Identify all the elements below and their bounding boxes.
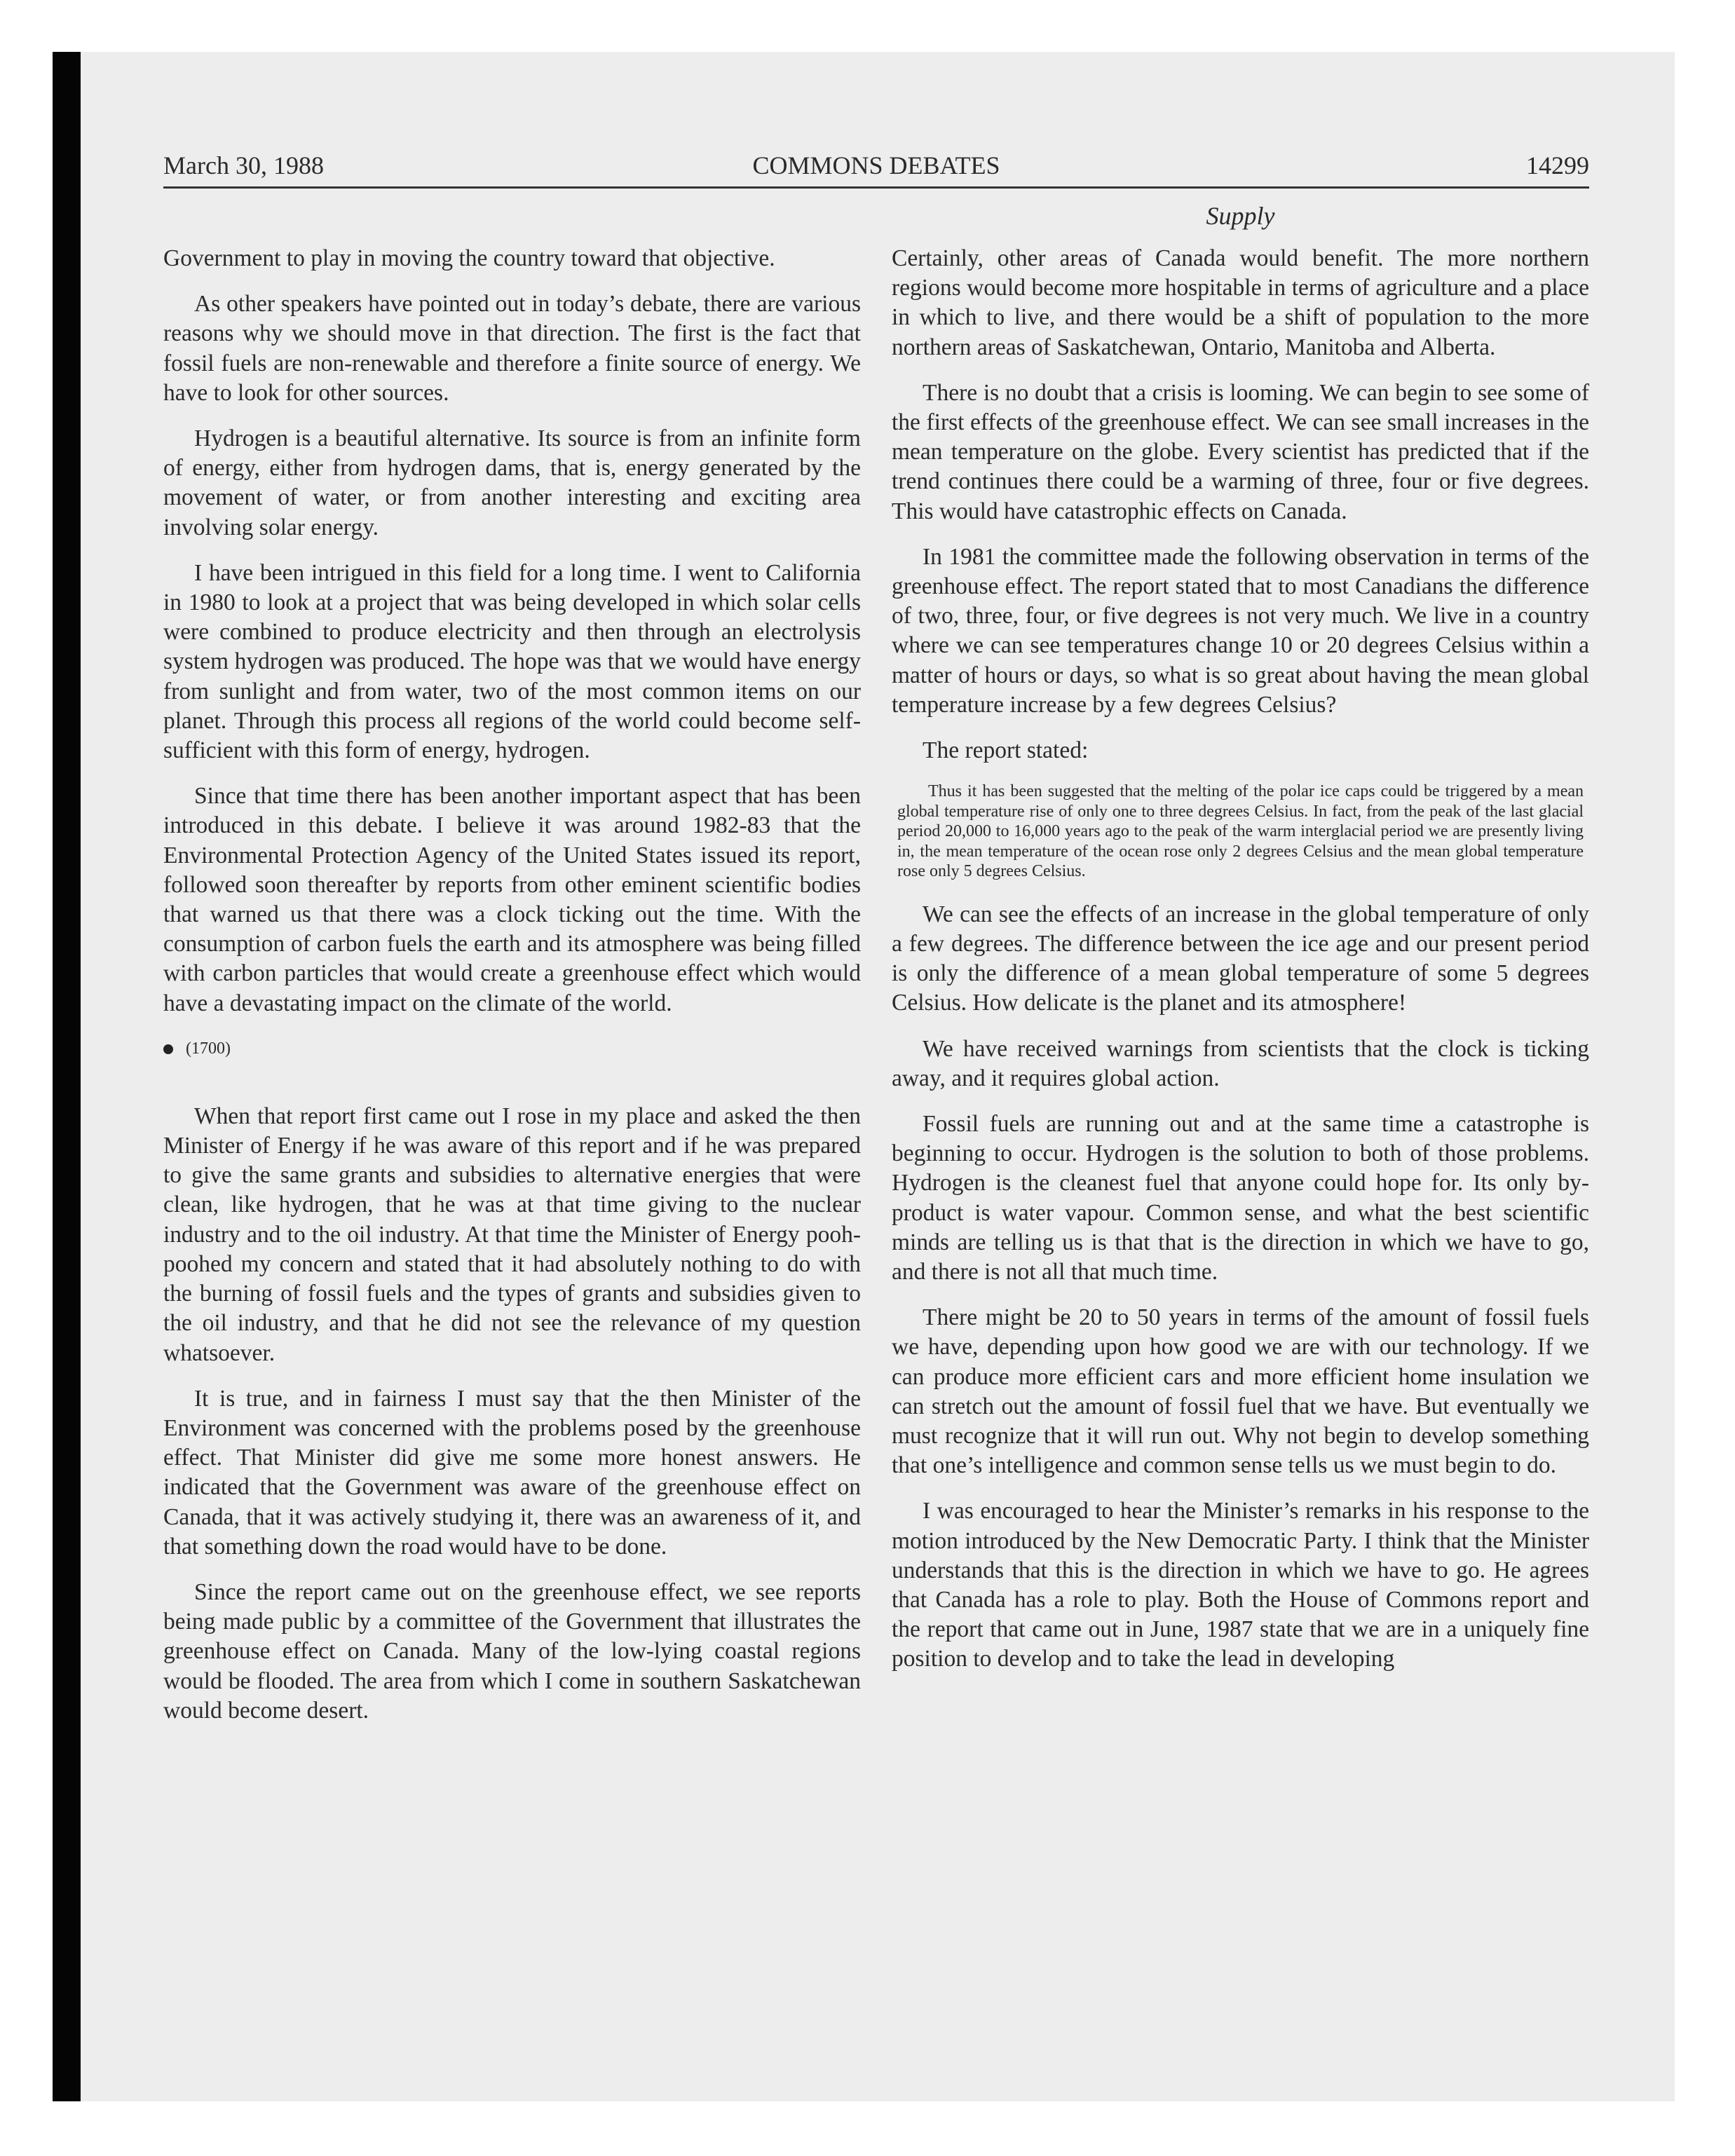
header-page-number: 14299 xyxy=(1526,151,1589,179)
paragraph: The report stated: xyxy=(923,737,1089,764)
paragraph: I was encouraged to hear the Minister’s remarks in his response to the motion introduced by the New Democratic Party. I think that the Minister understands that this is the direction in which we have to go. He agrees that Canada has a role to play. Both the House of Commons report and the report that came out in June, 1987 state that we are in a uniquely fine position to develop and to take the lead in developing xyxy=(892,1498,1589,1672)
paragraph: Government to play in moving the country toward that objective. xyxy=(163,245,775,271)
section-heading: Supply xyxy=(1206,202,1275,230)
paragraph: When that report first came out I rose in my place and asked the then Minister of Energy if he was aware of this report and if he was prepared to give the same grants and subsidies to alternative energies that were clean, like hydrogen, that he was at that time giving to the nuclear industry and to the oil industry. At that time the Minister of Energy pooh-poohed my concern and stated that it had absolutely nothing to do with the burning of fossil fuels and the types of grants and subsidies given to the oil industry, and that he did not see the relevance of my question whatsoever. xyxy=(163,1103,861,1366)
paragraph: Fossil fuels are running out and at the same time a catastrophe is beginning to occur. Hydrogen is the solution to both of those problems. Hydrogen is the cleanest fuel that anyone could hope for. Its only by-product is water vapour. Common sense, and what the best scientific minds are telling us is that that is the direction in which we have to go, and there is not all that much time. xyxy=(892,1110,1589,1285)
paragraph: We can see the effects of an increase in the global temperature of only a few degrees. The difference between the ice age and our present period is only the difference of a mean global temperature of some 5 degrees Celsius. How delicate is the planet and its atmosphere! xyxy=(892,901,1589,1016)
paragraph: Hydrogen is a beautiful alternative. Its source is from an infinite form of energy, either from hydrogen dams, that is, energy generated by the movement of water, or from another interesting and exciting area involving solar energy. xyxy=(163,425,861,540)
time-marker-text: (1700) xyxy=(186,1039,231,1058)
paragraph: Since the report came out on the greenhouse effect, we see reports being made public by a committee of the Government that illustrates the greenhouse effect on Canada. Many of the low-lying coastal regions would be flooded. The area from which I come in southern Saskatchewan would become desert. xyxy=(163,1578,861,1724)
paragraph: It is true, and in fairness I must say that the then Minister of the Environment was concerned with the problems posed by the greenhouse effect. That Minister did give me some more honest answers. He indicated that the Government was aware of the greenhouse effect on Canada, that it was actively studying it, there was an awareness of it, and that something down the road would have to be done. xyxy=(163,1385,861,1560)
paragraph: Since that time there has been another important aspect that has been introduced in this debate. I believe it was around 1982-83 that the Environmental Protection Agency of the United States issued its report, followed soon thereafter by reports from other eminent scientific bodies that warned us that there was a clock ticking out the time. With the consumption of carbon fuels the earth and its atmosphere was being filled with carbon particles that would create a greenhouse effect which would have a devastating impact on the climate of the world. xyxy=(163,783,861,1016)
running-header xyxy=(163,150,1589,189)
paragraph: There is no doubt that a crisis is looming. We can begin to see some of the first effects of the greenhouse effect. We can see small increases in the mean temperature on the globe. Every scientist has predicted that if the trend continues there could be a warming of three, four or five degrees. This would have catastrophic effects on Canada. xyxy=(892,379,1589,524)
paragraph: We have received warnings from scientists that the clock is ticking away, and it requires global action. xyxy=(892,1035,1589,1091)
paragraph: I have been intrigued in this field for a long time. I went to California in 1980 to look at a project that was being developed in which solar cells were combined to produce electricity and then through an electrolysis system hydrogen was produced. The hope was that we would have energy from sunlight and from water, two of the most common items on our planet. Through this process all regions of the world could become self-sufficient with this form of energy, hydrogen. xyxy=(163,559,861,764)
header-date: March 30, 1988 xyxy=(163,151,324,179)
header-title: COMMONS DEBATES xyxy=(752,151,1000,179)
right-column xyxy=(892,244,1589,1691)
paragraph: As other speakers have pointed out in today’s debate, there are various reasons why we should move in that direction. The first is the fact that fossil fuels are non-renewable and therefore a finite source of energy. We have to look for other sources. xyxy=(163,291,861,406)
left-column xyxy=(163,244,861,1742)
time-marker xyxy=(163,1035,861,1063)
block-quote: Thus it has been suggested that the melting of the polar ice caps could be triggered by a mean global temperature rise of only one to three degrees Celsius. In fact, from the peak of the last glacial period 20,000 to 16,000 years ago to the peak of the warm interglacial period we are presently living in, the mean temperature of the ocean rose only 2 degrees Celsius and the mean global temperature rose only 5 degrees Celsius. xyxy=(897,782,1584,881)
bullet-icon xyxy=(163,1044,173,1054)
paragraph: There might be 20 to 50 years in terms of the amount of fossil fuels we have, depending upon how good we are with our technology. If we can produce more efficient cars and more efficient home insulation we can stretch out the amount of fossil fuel that we have. But eventually we must recognize that it will run out. Why not begin to develop something that one’s intelligence and common sense tells us we must begin to do. xyxy=(892,1304,1589,1479)
paragraph: In 1981 the committee made the following observation in terms of the greenhouse effect. The report stated that to most Canadians the difference of two, three, four, or five degrees is not very much. We live in a country where we can see temperatures change 10 or 20 degrees Celsius within a matter of hours or days, so what is so great about having the mean global temperature increase by a few degrees Celsius? xyxy=(892,543,1589,718)
paragraph: Certainly, other areas of Canada would benefit. The more northern regions would become more hospitable in terms of agriculture and a place in which to live, and there would be a shift of population to the more northern areas of Saskatchewan, Ontario, Manitoba and Alberta. xyxy=(892,245,1589,360)
scan-edge xyxy=(53,52,81,2101)
